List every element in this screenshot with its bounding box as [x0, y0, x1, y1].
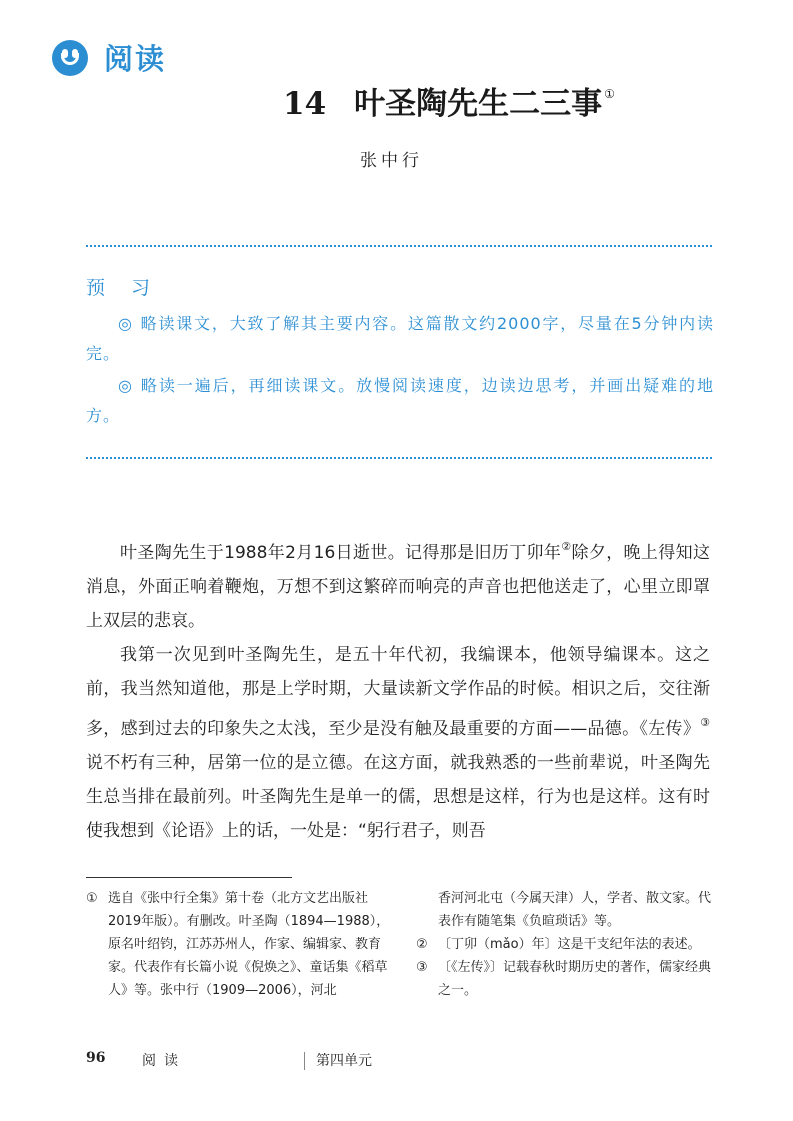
section-tag	[52, 37, 166, 78]
preview-item-2: ◎ 略读一遍后，再细读课文。放慢阅读速度，边读边思考，并画出疑难的地方。	[86, 376, 714, 425]
footnote-1-mark: ①	[86, 891, 98, 906]
footnote-3-text: 〔《左传》〕记载春秋时期历史的著作，儒家经典之一。	[438, 960, 712, 998]
preview-heading: 预 习	[86, 277, 161, 299]
section-label: 阅读	[104, 42, 167, 76]
preview-bottom-divider	[86, 457, 712, 459]
footnote-1	[86, 887, 394, 1002]
smiley-icon	[52, 40, 88, 76]
footnote-2	[416, 933, 716, 956]
footnotes-left-column	[86, 887, 394, 1002]
footnote-3	[416, 956, 716, 1002]
footer-separator	[304, 1052, 305, 1070]
preview-top-divider	[86, 245, 712, 247]
paragraph-2: 我第一次见到叶圣陶先生，是五十年代初，我编课本，他领导编课本。这之前，我当然知道他，那是上学时期，大量读新文学作品的时候。相识之后，交往渐多，感到过去的印象失之太浅，至少是没有触及最重要的方面——品德。《左传》③说不朽有三种，居第一位的是立德。在这方面，就我熟悉的一些前辈说，叶圣陶先生总当排在最前列。叶圣陶先生是单一的儒，思想是这样，行为也是这样。这有时使我想到《论语》上的话，一处是：“躬行君子，则吾	[86, 645, 710, 841]
footnote-2-text: 〔丁卯（mǎo）年〕这是干支纪年法的表述。	[438, 937, 701, 952]
footer-unit: 第四单元	[316, 1053, 372, 1069]
paragraph-1: 叶圣陶先生于1988年2月16日逝世。记得那是旧历丁卯年②除夕，晚上得知这消息，外面正响着鞭炮，万想不到这繁碎而响亮的声音也把他送走了，心里立即罩上双层的悲哀。	[86, 540, 710, 631]
footnote-ref-2[interactable]: ②	[561, 540, 572, 553]
lesson-title-text: 叶圣陶先生二三事	[354, 86, 603, 122]
article-body	[86, 530, 710, 848]
title-footnote-mark[interactable]: ①	[604, 87, 615, 101]
author: 张中行	[360, 151, 423, 171]
footnote-divider	[86, 877, 292, 878]
page-number: 96	[86, 1050, 106, 1066]
footnote-1-continued: 香河河北屯（今属天津）人，学者、散文家。代表作有随笔集《负暄琐话》等。	[438, 891, 712, 929]
lesson-number: 14	[283, 86, 327, 122]
footer-section: 阅读	[142, 1053, 186, 1069]
lesson-title	[283, 78, 615, 123]
footnote-2-mark: ②	[416, 937, 428, 952]
footnote-ref-3[interactable]: ③	[700, 716, 710, 729]
footnote-3-mark: ③	[416, 960, 428, 975]
preview-item-1: ◎ 略读课文，大致了解其主要内容。这篇散文约2000字，尽量在5分钟内读完。	[86, 314, 714, 363]
footnotes-right-column	[416, 887, 716, 1002]
footnote-1-text: 选自《张中行全集》第十卷（北方文艺出版社2019年版）。有删改。叶圣陶（1894—1988），原名叶绍钧，江苏苏州人，作家、编辑家、教育家。代表作有长篇小说《倪焕之》、童话集《稻草人》等。张中行（1909—2006），河北	[108, 891, 390, 998]
